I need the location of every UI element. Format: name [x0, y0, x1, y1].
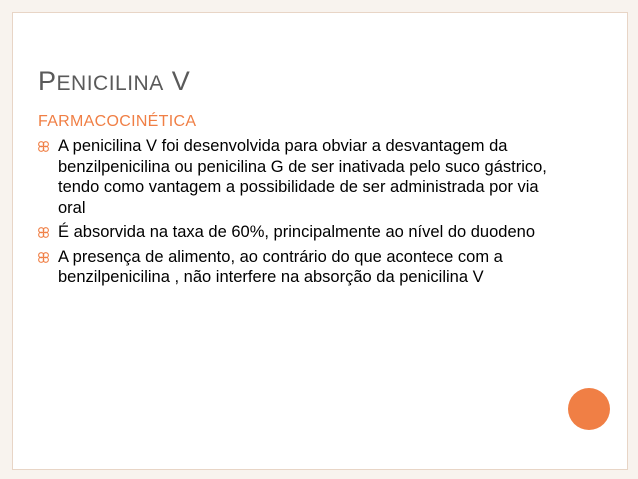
bullet-item-1	[38, 136, 568, 218]
bullet-list	[38, 136, 568, 292]
slide-title	[38, 68, 190, 95]
title-rest: ENICILINA	[56, 72, 164, 95]
slide-subtitle: FARMACOCINÉTICA	[38, 113, 197, 130]
title-suffix: V	[171, 66, 191, 96]
bullet-item-3	[38, 247, 568, 288]
title-initial: P	[38, 66, 57, 96]
quatrefoil-bullet-icon	[38, 252, 49, 263]
orange-circle-decoration	[568, 388, 610, 430]
bullet-text-2: É absorvida na taxa de 60%, principalmente ao nível do duodeno	[58, 223, 535, 241]
quatrefoil-bullet-icon	[38, 141, 49, 152]
bullet-text-3: A presença de alimento, ao contrário do que acontece com a benzilpenicilina , não interfere na absorção da penicilina V	[58, 247, 503, 286]
bullet-text-1: A penicilina V foi desenvolvida para obviar a desvantagem da benzilpenicilina ou penicilina G de ser inativada pelo suco gástrico, tendo como vantagem a possibilidade de ser administrada por via oral	[58, 137, 547, 217]
bullet-item-2	[38, 222, 568, 243]
quatrefoil-bullet-icon	[38, 227, 49, 238]
